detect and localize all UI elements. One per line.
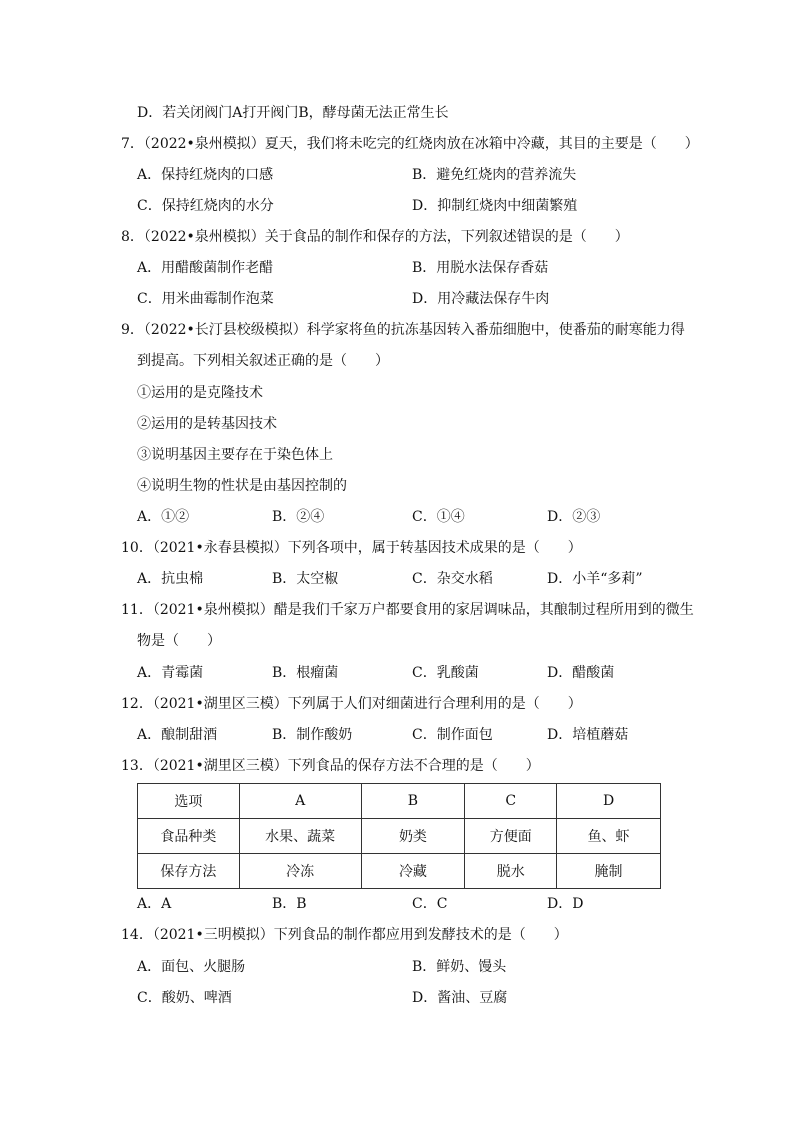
table-header-cell: D <box>557 784 661 819</box>
q10-option-a: A．抗虫棉 <box>137 571 204 587</box>
table-row <box>138 854 661 889</box>
q13-table <box>137 783 661 889</box>
q8-option-b: B．用脱水法保存香菇 <box>412 260 549 276</box>
q6-option-d: D．若关闭阀门A打开阀门B，酵母菌无法正常生长 <box>137 105 449 121</box>
q9-option-c: C．①④ <box>412 509 465 525</box>
q11-option-b: B．根瘤菌 <box>272 665 339 681</box>
q13-stem: 13．（2021•湖里区三模）下列食品的保存方法不合理的是（ ） <box>121 758 540 774</box>
q9-option-d: D．②③ <box>547 509 601 525</box>
table-cell: 食品种类 <box>138 819 240 854</box>
q14-stem: 14．（2021•三明模拟）下列食品的制作都应用到发酵技术的是（ ） <box>121 927 568 943</box>
table-header-cell: A <box>239 784 361 819</box>
q14-option-b: B．鲜奶、馒头 <box>412 959 507 975</box>
table-cell: 脱水 <box>465 854 557 889</box>
q9-stem-line2: 到提高。下列相关叙述正确的是（ ） <box>137 353 389 369</box>
q10-stem: 10．（2021•永春县模拟）下列各项中，属于转基因技术成果的是（ ） <box>121 540 582 556</box>
q12-option-a: A．酿制甜酒 <box>137 727 218 743</box>
table-cell: 奶类 <box>361 819 465 854</box>
q13-option-d: D．D <box>547 896 584 912</box>
q10-option-c: C．杂交水稻 <box>412 571 493 587</box>
q9-option-a: A．①② <box>137 509 190 525</box>
table-cell: 鱼、虾 <box>557 819 661 854</box>
q12-option-d: D．培植蘑菇 <box>547 727 629 743</box>
table-cell: 冷冻 <box>239 854 361 889</box>
table-header-cell: C <box>465 784 557 819</box>
q8-option-a: A．用醋酸菌制作老醋 <box>137 260 274 276</box>
q11-option-a: A．青霉菌 <box>137 665 204 681</box>
q11-stem-line2: 物是（ ） <box>137 633 221 649</box>
q9-statement-3: ③说明基因主要存在于染色体上 <box>137 447 333 463</box>
q14-option-d: D．酱油、豆腐 <box>412 990 508 1006</box>
table-cell: 冷藏 <box>361 854 465 889</box>
q8-option-d: D．用冷藏法保存牛肉 <box>412 291 550 307</box>
q9-statement-4: ④说明生物的性状是由基因控制的 <box>137 478 347 494</box>
table-cell: 保存方法 <box>138 854 240 889</box>
q7-option-a: A．保持红烧肉的口感 <box>137 167 274 183</box>
q12-option-c: C．制作面包 <box>412 727 493 743</box>
q7-option-b: B．避免红烧肉的营养流失 <box>412 167 577 183</box>
q13-option-a: A．A <box>137 896 172 912</box>
q9-statement-2: ②运用的是转基因技术 <box>137 416 277 432</box>
q9-statement-1: ①运用的是克隆技术 <box>137 385 263 401</box>
table-row <box>138 784 661 819</box>
q12-option-b: B．制作酸奶 <box>272 727 353 743</box>
q10-option-b: B．太空椒 <box>272 571 339 587</box>
table-row <box>138 819 661 854</box>
table-cell: 方便面 <box>465 819 557 854</box>
q9-option-b: B．②④ <box>272 509 325 525</box>
q11-option-d: D．醋酸菌 <box>547 665 615 681</box>
table-header-cell: B <box>361 784 465 819</box>
q10-option-d: D．小羊“多莉” <box>547 571 643 587</box>
q13-option-c: C．C <box>412 896 448 912</box>
q11-option-c: C．乳酸菌 <box>412 665 479 681</box>
q8-option-c: C．用米曲霉制作泡菜 <box>137 291 274 307</box>
q9-stem-line1: 9．（2022•长汀县校级模拟）科学家将鱼的抗冻基因转入番茄细胞中，使番茄的耐寒能力得 <box>121 322 685 338</box>
table-cell: 腌制 <box>557 854 661 889</box>
q7-stem: 7．（2022•泉州模拟）夏天，我们将未吃完的红烧肉放在冰箱中冷藏，其目的主要是（ ） <box>121 136 699 152</box>
q14-option-a: A．面包、火腿肠 <box>137 959 246 975</box>
table-cell: 水果、蔬菜 <box>239 819 361 854</box>
q13-option-b: B．B <box>272 896 307 912</box>
q7-option-d: D．抑制红烧肉中细菌繁殖 <box>412 198 578 214</box>
q14-option-c: C．酸奶、啤酒 <box>137 990 232 1006</box>
q7-option-c: C．保持红烧肉的水分 <box>137 198 274 214</box>
q8-stem: 8．（2022•泉州模拟）关于食品的制作和保存的方法，下列叙述错误的是（ ） <box>121 229 629 245</box>
q11-stem-line1: 11．（2021•泉州模拟）醋是我们千家万户都要食用的家居调味品，其酿制过程所用到的微生 <box>121 602 694 618</box>
table-header-cell: 选项 <box>138 784 240 819</box>
q12-stem: 12．（2021•湖里区三模）下列属于人们对细菌进行合理利用的是（ ） <box>121 696 582 712</box>
